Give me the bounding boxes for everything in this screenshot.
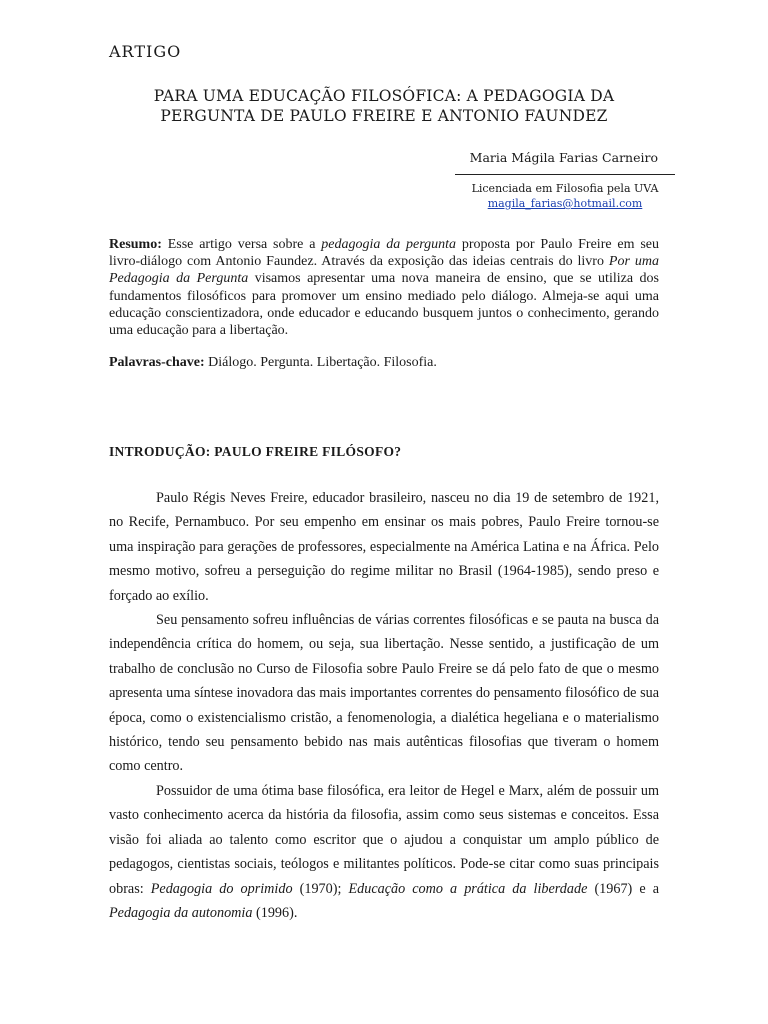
- paragraph-text: (1970);: [292, 880, 349, 897]
- paragraph-3: [109, 779, 659, 925]
- author-affiliation: [455, 181, 675, 211]
- keywords-text: Diálogo. Pergunta. Libertação. Filosofia.: [204, 355, 437, 370]
- author-name: Maria Mágila Farias Carneiro: [469, 150, 658, 165]
- work-title: Educação como a prática da liberdade: [348, 880, 588, 897]
- paragraph-text: (1996).: [252, 904, 298, 921]
- paragraph-1: Paulo Régis Neves Freire, educador brasileiro, nasceu no dia 19 de setembro de 1921, no Recife, Pernambuco. Por seu empenho em ensinar os mais pobres, Paulo Freire tornou-se uma inspiração para gerações de professores, especialmente na América Latina e na África. Pelo mesmo motivo, sofreu a perseguição do regime militar no Brasil (1964-1985), sendo preso e forçado ao exílio.: [109, 490, 659, 604]
- keywords-label: Palavras-chave:: [109, 355, 205, 370]
- abstract-text: proposta por Paulo Freire em seu livro-diálogo com Antonio Faundez. Através da exposição das ideias centrais do livro: [109, 237, 659, 270]
- abstract-italic-term: pedagogia da pergunta: [321, 237, 457, 252]
- abstract-label: Resumo:: [109, 237, 162, 252]
- author-divider: [455, 174, 675, 175]
- abstract-text: visamos apresentar uma nova maneira de ensino, que se utiliza dos fundamentos filosóficos para promover um ensino mediado pelo diálogo. Almeja-se aqui uma educação conscientizadora, onde educador e educando busquem juntos o conhecimento, gerando uma educação para a libertação.: [109, 271, 659, 339]
- title-line-1: PARA UMA EDUCAÇÃO FILOSÓFICA: A PEDAGOGIA DA: [153, 87, 615, 105]
- title-line-2: PERGUNTA DE PAULO FREIRE E ANTONIO FAUNDEZ: [160, 107, 608, 125]
- paragraph-text: (1967) e a: [587, 880, 659, 897]
- work-title: Pedagogia do oprimido: [150, 880, 293, 897]
- abstract: [109, 236, 659, 339]
- body-text: [109, 486, 659, 925]
- work-title: Pedagogia da autonomia: [109, 904, 253, 921]
- abstract-text: Esse artigo versa sobre a: [161, 237, 322, 252]
- abstract-book-title: Por uma Pedagogia da Pergunta: [109, 254, 659, 287]
- paragraph-2: Seu pensamento sofreu influências de várias correntes filosóficas e se pauta na busca da independência crítica do homem, ou seja, sua libertação. Nesse sentido, a justificação de um trabalho de conclusão no Curso de Filosofia sobre Paulo Freire se dá pelo fato de que o mesmo apresenta uma síntese inovadora das mais importantes correntes do pensamento filosófico de sua época, como o existencialismo cristão, a fenomenologia, a dialética hegeliana e o materialismo histórico, tendo seu pensamento bebido nas mais autênticas filosofias que tiveram o homem como centro.: [109, 612, 659, 775]
- section-heading: INTRODUÇÃO: PAULO FREIRE FILÓSOFO?: [109, 444, 402, 459]
- affiliation-text: Licenciada em Filosofia pela UVA: [471, 182, 659, 195]
- article-title: [100, 86, 668, 126]
- email-link[interactable]: magila_farias@hotmail.com: [487, 197, 643, 210]
- section-label: ARTIGO: [109, 42, 182, 61]
- paragraph-text: Possuidor de uma ótima base filosófica, era leitor de Hegel e Marx, além de possuir um vasto conhecimento acerca da história da filosofia, assim como seus sistemas e conceitos. Essa visão foi aliada ao talento como escritor que o ajudou a conquistar um amplo público de pedagogos, cientistas sociais, teólogos e militantes políticos. Pode-se citar como suas principais obras:: [109, 782, 659, 897]
- keywords: [109, 355, 659, 371]
